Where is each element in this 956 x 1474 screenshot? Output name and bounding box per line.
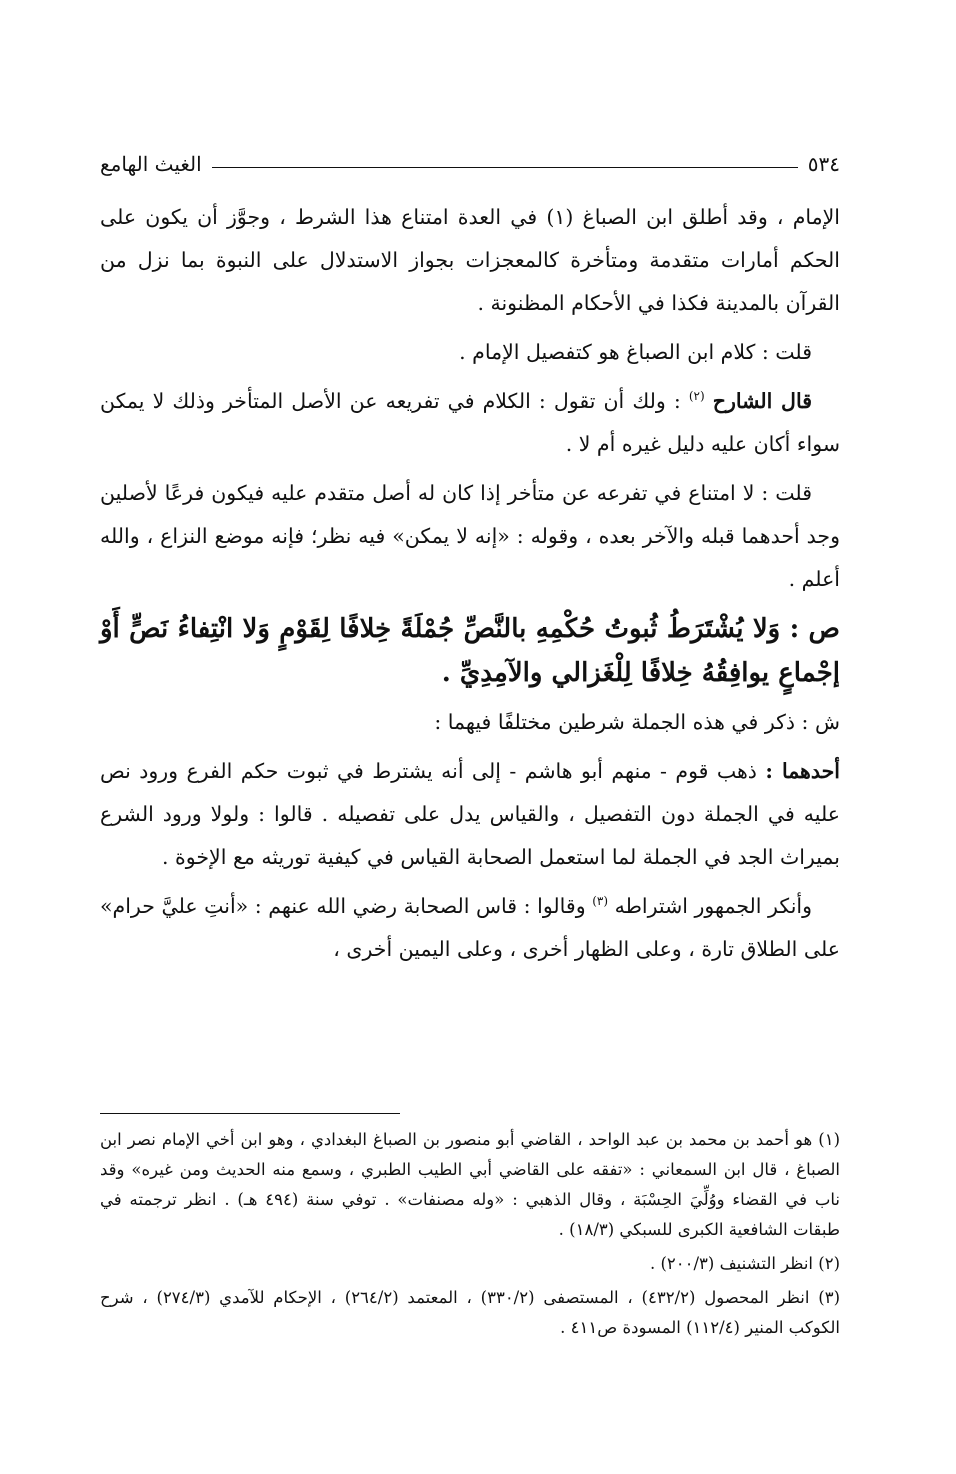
footnote-1: (١) هو أحمد بن محمد بن عبد الواحد ، القاضي أبو منصور بن الصباغ البغدادي ، وهو ابن أخي الإمام نصر ابن الصباغ ، قال ابن السمعاني : «تفقه على القاضي أبي الطيب الطبري ، وسمع منه الحديث ومن غيره» وقد ناب في القضاء ووُلِّيَ الحِسْبَة ، وقال الذهبي : «وله مصنفات» . توفي سنة (٤٩٤ هـ) . انظر ترجمته في طبقات الشافعية الكبرى للسبكي (١٨/٣) . [100,1130,840,1239]
page [100,140,840,1337]
footnote-ref-2: (٢) [688,389,705,404]
paragraph-3 [100,380,840,466]
paragraph-4: قلت : لا امتناع في تفرعه عن متأخر إذا كان له أصل متقدم عليه فيكون فرعًا لأصلين وجد أحدهما قبله والآخر بعده ، وقوله : «إنه لا يمكن» فيه نظر؛ فإنه موضع النزاع ، والله أعلم . [100,481,840,591]
footnote-separator [100,1110,400,1114]
footnote-2: (٢) انظر التشنيف (٢٠٠/٣) . [649,1254,840,1273]
paragraph-7-text-a: وأنكر الجمهور اشتراطه [614,894,812,918]
main-text [100,196,840,971]
running-header [100,140,840,176]
paragraph-6 [100,750,840,879]
paragraph-1: الإمام ، وقد أطلق ابن الصباغ (١) في العدة امتناع هذا الشرط ، وجوَّز أن يكون على الحكم أمارات متقدمة ومتأخرة كالمعجزات بجواز الاستدلال على النبوة بما نزل من القرآن بالمدينة فكذا في الأحكام المظنونة . [100,205,840,315]
header-rule [212,167,798,168]
page-number: ٥٣٤ [807,152,840,176]
paragraph-2: قلت : كلام ابن الصباغ هو كتفصيل الإمام . [459,340,812,364]
first-condition-label: أحدهما : [765,759,840,783]
commentator-label: قال الشارح [712,389,812,413]
book-title: الغيث الهامع [100,152,202,176]
footnotes [100,1125,840,1347]
paragraph-6-text: ذهب قوم - منهم أبو هاشم - إلى أنه يشترط في ثبوت حكم الفرع ورود نص عليه في الجملة دون التفصيل ، والقياس يدل على تفصيله . قالوا : ولولا ورود الشرع بميراث الجد في الجملة لما استعمل الصحابة القياس في كيفية توريثه مع الإخوة . [100,759,840,869]
paragraph-3-text: : ولك أن تقول : الكلام في تفريعه عن الأصل المتأخر وذلك لا يمكن سواء أكان عليه دليل غيره أم لا . [100,389,840,456]
paragraph-7-text-b: وقالوا : قاس الصحابة رضي الله عنهم : «أنتِ عليَّ حرام» على الطلاق تارة ، وعلى الظهار أخرى ، وعلى اليمين أخرى ، [100,894,840,961]
paragraph-7 [100,885,840,971]
footnote-ref-3: (٣) [592,894,609,909]
footnote-3: (٣) انظر المحصول (٤٣٢/٢) ، المستصفى (٣٣٠/٢) ، المعتمد (٢٦٤/٢) ، الإحكام للآمدي (٢٧٤/٣) ، شرح الكوكب المنير (١١٢/٤) المسودة ص٤١١ . [100,1288,840,1337]
paragraph-5: ش : ذكر في هذه الجملة شرطين مختلفًا فيهما : [434,710,840,734]
matn-text: ص : وَلا يُشْتَرَطُ ثُبوتُ حُكْمِهِ بالنَّصِّ جُمْلَةً خِلافًا لِقَوْمٍ وَلا انْتِفاءُ نَصٍّ أَوْ إجْماعٍ يوافِقُهُ خِلافًا لِلْغَزالي والآمِدِيِّ . [100,614,840,688]
